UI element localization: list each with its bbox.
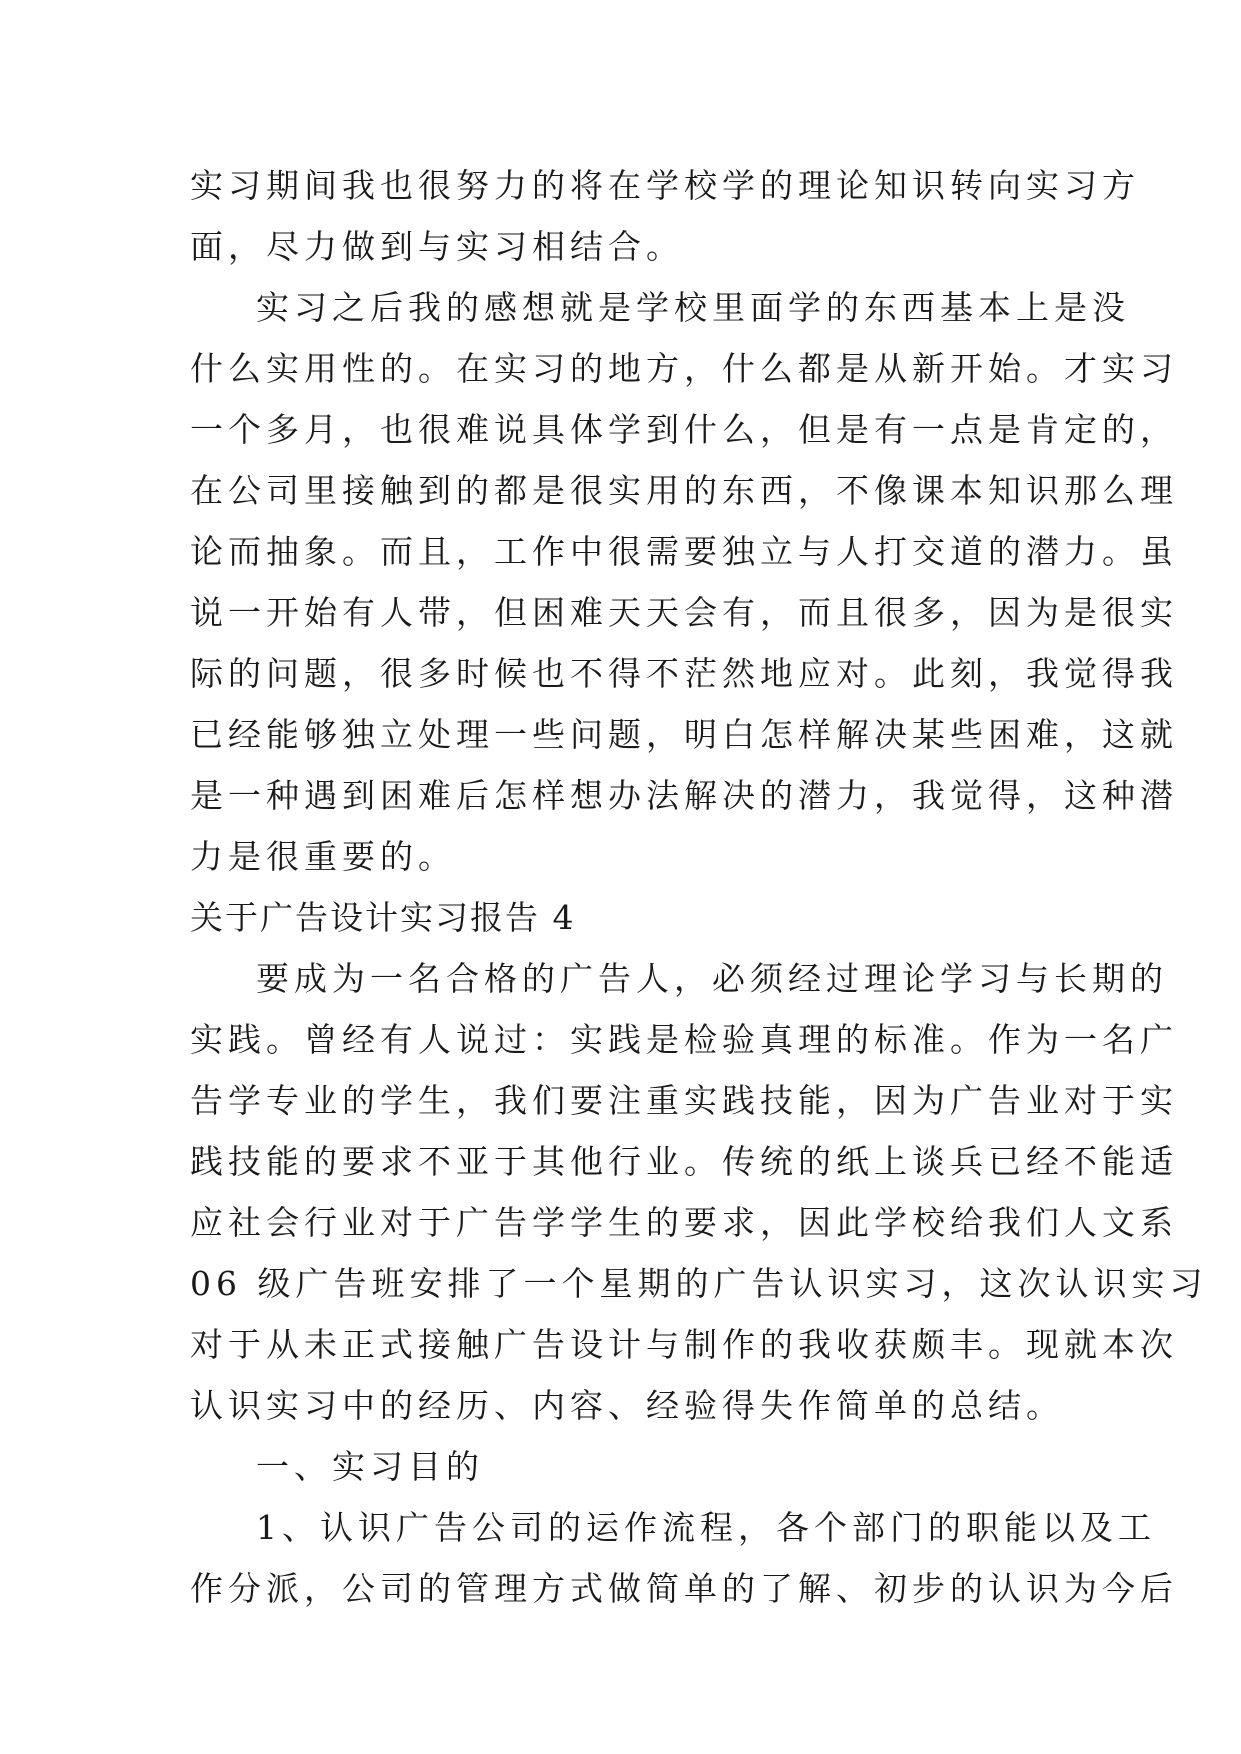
text-line: 06 级广告班安排了一个星期的广告认识实习，这次认识实习 xyxy=(190,1264,1208,1303)
text-line: 实习期间我也很努力的将在学校学的理论知识转向实习方 xyxy=(190,166,1140,205)
text-line: 告学专业的学生，我们要注重实践技能，因为广告业对于实 xyxy=(190,1081,1178,1120)
text-line: 1、认识广告公司的运作流程，各个部门的职能以及工 xyxy=(256,1508,1156,1547)
text-line: 实习之后我的感想就是学校里面学的东西基本上是没 xyxy=(256,288,1130,327)
text-line: 论而抽象。而且，工作中很需要独立与人打交道的潜力。虽 xyxy=(190,532,1178,571)
text-line: 践技能的要求不亚于其他行业。传统的纸上谈兵已经不能适 xyxy=(190,1142,1178,1181)
section-heading: 关于广告设计实习报告 4 xyxy=(190,898,576,937)
text-line: 要成为一名合格的广告人，必须经过理论学习与长期的 xyxy=(256,959,1168,998)
text-line: 实践。曾经有人说过：实践是检验真理的标准。作为一名广 xyxy=(190,1020,1178,1059)
text-line: 什么实用性的。在实习的地方，什么都是从新开始。才实习 xyxy=(190,349,1178,388)
text-line: 一个多月，也很难说具体学到什么，但是有一点是肯定的， xyxy=(190,410,1178,449)
text-line: 作分派，公司的管理方式做简单的了解、初步的认识为今后 xyxy=(190,1569,1178,1608)
text-line: 一、实习目的 xyxy=(256,1447,484,1486)
text-line: 际的问题，很多时候也不得不茫然地应对。此刻，我觉得我 xyxy=(190,654,1178,693)
text-line: 力是很重要的。 xyxy=(190,837,456,876)
text-line: 对于从未正式接触广告设计与制作的我收获颇丰。现就本次 xyxy=(190,1325,1178,1364)
text-line: 说一开始有人带，但困难天天会有，而且很多，因为是很实 xyxy=(190,593,1178,632)
text-line: 认识实习中的经历、内容、经验得失作简单的总结。 xyxy=(190,1386,1064,1425)
text-line: 应社会行业对于广告学学生的要求，因此学校给我们人文系 xyxy=(190,1203,1178,1242)
text-line: 面，尽力做到与实习相结合。 xyxy=(190,227,684,266)
text-line: 在公司里接触到的都是很实用的东西，不像课本知识那么理 xyxy=(190,471,1178,510)
text-line: 已经能够独立处理一些问题，明白怎样解决某些困难，这就 xyxy=(190,715,1178,754)
document-body xyxy=(190,155,1208,1619)
text-line: 是一种遇到困难后怎样想办法解决的潜力，我觉得，这种潜 xyxy=(190,776,1178,815)
